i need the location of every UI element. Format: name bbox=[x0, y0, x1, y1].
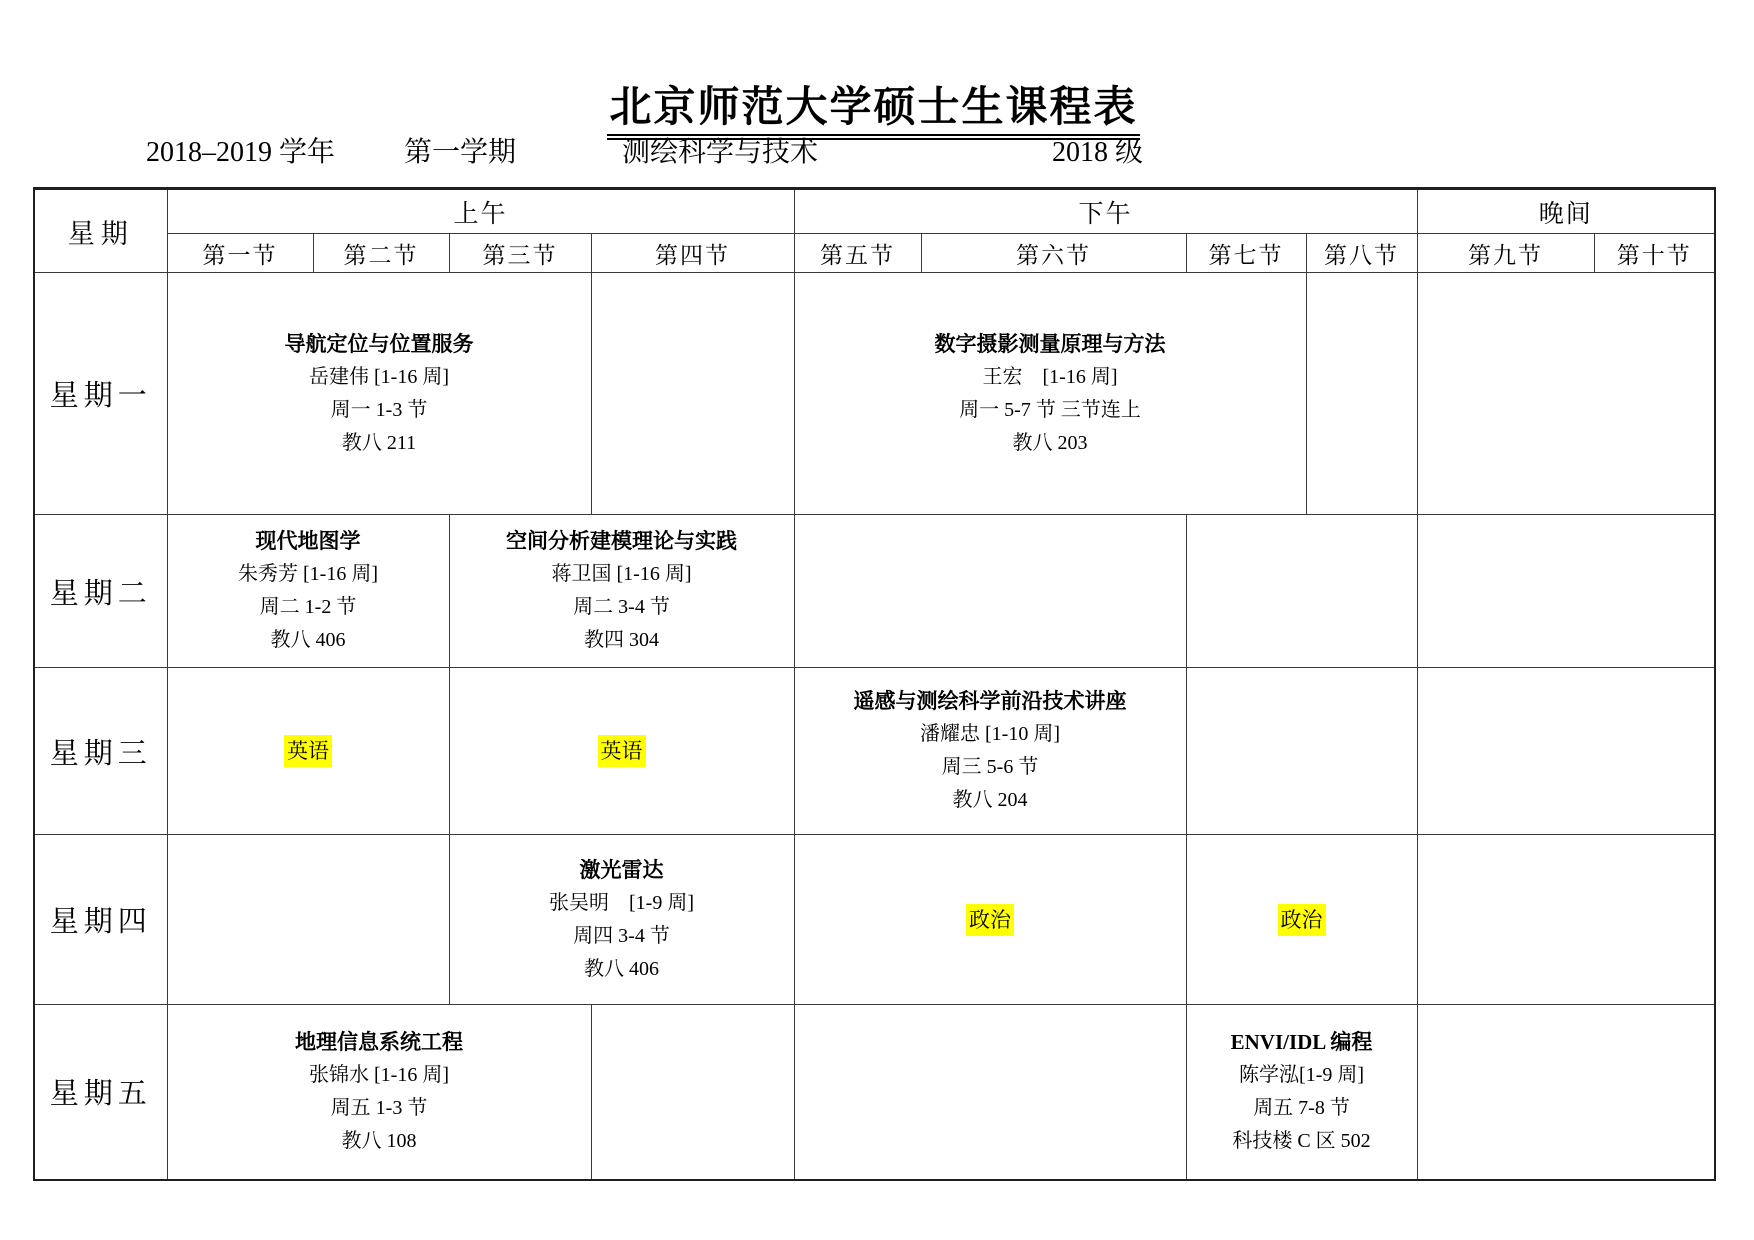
empty-cell-monday-3 bbox=[1306, 273, 1417, 515]
course-detail: 教八 204 bbox=[952, 789, 1028, 811]
course-cell-tuesday-0 bbox=[167, 515, 449, 668]
header-session-2: 晚间 bbox=[1417, 189, 1715, 234]
course-detail: 周一 1-3 节 bbox=[330, 398, 428, 421]
course-block bbox=[450, 525, 794, 657]
empty-cell-tuesday-2 bbox=[794, 515, 1186, 668]
subtitle-academic-year: 2018–2019 学年 bbox=[146, 137, 336, 168]
day-label-tuesday: 星期二 bbox=[34, 515, 167, 668]
course-detail: 陈学泓[1-9 周] bbox=[1239, 1063, 1365, 1086]
course-title: 空间分析建模理论与实践 bbox=[506, 529, 737, 553]
course-cell-friday-3 bbox=[1186, 1005, 1417, 1180]
highlighted-course-label: 政治 bbox=[966, 904, 1014, 936]
course-title: 地理信息系统工程 bbox=[295, 1029, 463, 1054]
course-cell-wednesday-1 bbox=[449, 668, 794, 835]
course-detail: 周二 3-4 节 bbox=[573, 596, 670, 618]
course-block bbox=[795, 328, 1306, 460]
course-detail: 周一 5-7 节 三节连上 bbox=[959, 398, 1141, 421]
empty-cell-tuesday-4 bbox=[1417, 515, 1715, 668]
course-detail: 张锦水 [1-16 周] bbox=[309, 1063, 449, 1086]
course-cell-monday-0 bbox=[167, 273, 591, 515]
subtitle-grade: 2018 级 bbox=[1052, 137, 1144, 168]
course-detail: 周五 7-8 节 bbox=[1253, 1096, 1350, 1119]
course-detail: 朱秀芳 [1-16 周] bbox=[238, 563, 378, 585]
course-cell-thursday-3 bbox=[1186, 835, 1417, 1005]
corner-label: 星期 bbox=[34, 189, 167, 273]
empty-cell-friday-4 bbox=[1417, 1005, 1715, 1180]
course-detail: 教八 108 bbox=[341, 1129, 417, 1152]
document-title-block bbox=[33, 74, 1714, 134]
course-cell-wednesday-0 bbox=[167, 668, 449, 835]
header-period-5: 第五节 bbox=[794, 234, 921, 273]
course-detail: 周二 1-2 节 bbox=[259, 596, 357, 618]
day-label-monday: 星期一 bbox=[34, 273, 167, 515]
header-session-0: 上午 bbox=[167, 189, 794, 234]
course-detail: 教八 203 bbox=[1012, 431, 1088, 454]
course-block bbox=[450, 854, 794, 986]
header-period-9: 第九节 bbox=[1417, 234, 1594, 273]
empty-cell-wednesday-3 bbox=[1186, 668, 1417, 835]
subtitle-major: 测绘科学与技术 bbox=[622, 137, 819, 168]
course-block bbox=[1187, 1026, 1417, 1158]
course-detail: 教八 406 bbox=[270, 629, 346, 651]
course-title: 遥感与测绘科学前沿技术讲座 bbox=[853, 689, 1127, 713]
document-title: 北京师范大学硕士生课程表 bbox=[607, 85, 1139, 140]
course-detail: 教四 304 bbox=[584, 629, 659, 651]
header-period-10: 第十节 bbox=[1594, 234, 1715, 273]
header-period-8: 第八节 bbox=[1306, 234, 1417, 273]
course-detail: 蒋卫国 [1-16 周] bbox=[551, 563, 692, 585]
course-block bbox=[168, 328, 591, 460]
empty-cell-thursday-4 bbox=[1417, 835, 1715, 1005]
header-session-1: 下午 bbox=[794, 189, 1417, 234]
header-period-2: 第二节 bbox=[313, 234, 449, 273]
course-cell-thursday-1 bbox=[449, 835, 794, 1005]
course-cell-thursday-2 bbox=[794, 835, 1186, 1005]
header-period-1: 第一节 bbox=[167, 234, 313, 273]
course-detail: 王宏 [1-16 周] bbox=[982, 365, 1118, 388]
course-detail: 周五 1-3 节 bbox=[330, 1096, 428, 1119]
course-detail: 科技楼 C 区 502 bbox=[1232, 1129, 1371, 1152]
empty-cell-friday-1 bbox=[591, 1005, 794, 1180]
empty-cell-tuesday-3 bbox=[1186, 515, 1417, 668]
course-cell-monday-2 bbox=[794, 273, 1306, 515]
highlighted-course-label: 政治 bbox=[1278, 904, 1326, 936]
empty-cell-monday-1 bbox=[591, 273, 794, 515]
header-period-7: 第七节 bbox=[1186, 234, 1306, 273]
course-block bbox=[168, 1026, 591, 1158]
course-detail: 张吴明 [1-9 周] bbox=[549, 891, 694, 914]
course-block bbox=[168, 525, 449, 657]
highlighted-course-label: 英语 bbox=[598, 735, 646, 767]
course-block bbox=[795, 685, 1186, 817]
course-title: 数字摄影测量原理与方法 bbox=[934, 331, 1166, 356]
course-cell-wednesday-2 bbox=[794, 668, 1186, 835]
course-detail: 岳建伟 [1-16 周] bbox=[309, 365, 449, 388]
course-detail: 潘耀忠 [1-10 周] bbox=[920, 723, 1060, 745]
course-title: 现代地图学 bbox=[255, 529, 361, 553]
header-period-6: 第六节 bbox=[921, 234, 1186, 273]
course-cell-friday-0 bbox=[167, 1005, 591, 1180]
course-title: 导航定位与位置服务 bbox=[284, 331, 474, 356]
day-label-thursday: 星期四 bbox=[34, 835, 167, 1005]
course-detail: 周三 5-6 节 bbox=[941, 756, 1039, 778]
header-period-3: 第三节 bbox=[449, 234, 591, 273]
day-label-wednesday: 星期三 bbox=[34, 668, 167, 835]
empty-cell-monday-4 bbox=[1417, 273, 1715, 515]
course-schedule-table bbox=[33, 187, 1716, 1181]
course-title: 激光雷达 bbox=[579, 857, 664, 882]
course-title: ENVI/IDL 编程 bbox=[1230, 1029, 1373, 1054]
empty-cell-wednesday-4 bbox=[1417, 668, 1715, 835]
course-detail: 周四 3-4 节 bbox=[573, 924, 670, 947]
day-label-friday: 星期五 bbox=[34, 1005, 167, 1180]
empty-cell-friday-2 bbox=[794, 1005, 1186, 1180]
course-cell-tuesday-1 bbox=[449, 515, 794, 668]
empty-cell-thursday-0 bbox=[167, 835, 449, 1005]
highlighted-course-label: 英语 bbox=[284, 735, 332, 767]
course-detail: 教八 211 bbox=[341, 431, 417, 454]
header-period-4: 第四节 bbox=[591, 234, 794, 273]
course-detail: 教八 406 bbox=[584, 957, 659, 980]
subtitle-semester: 第一学期 bbox=[404, 137, 517, 168]
